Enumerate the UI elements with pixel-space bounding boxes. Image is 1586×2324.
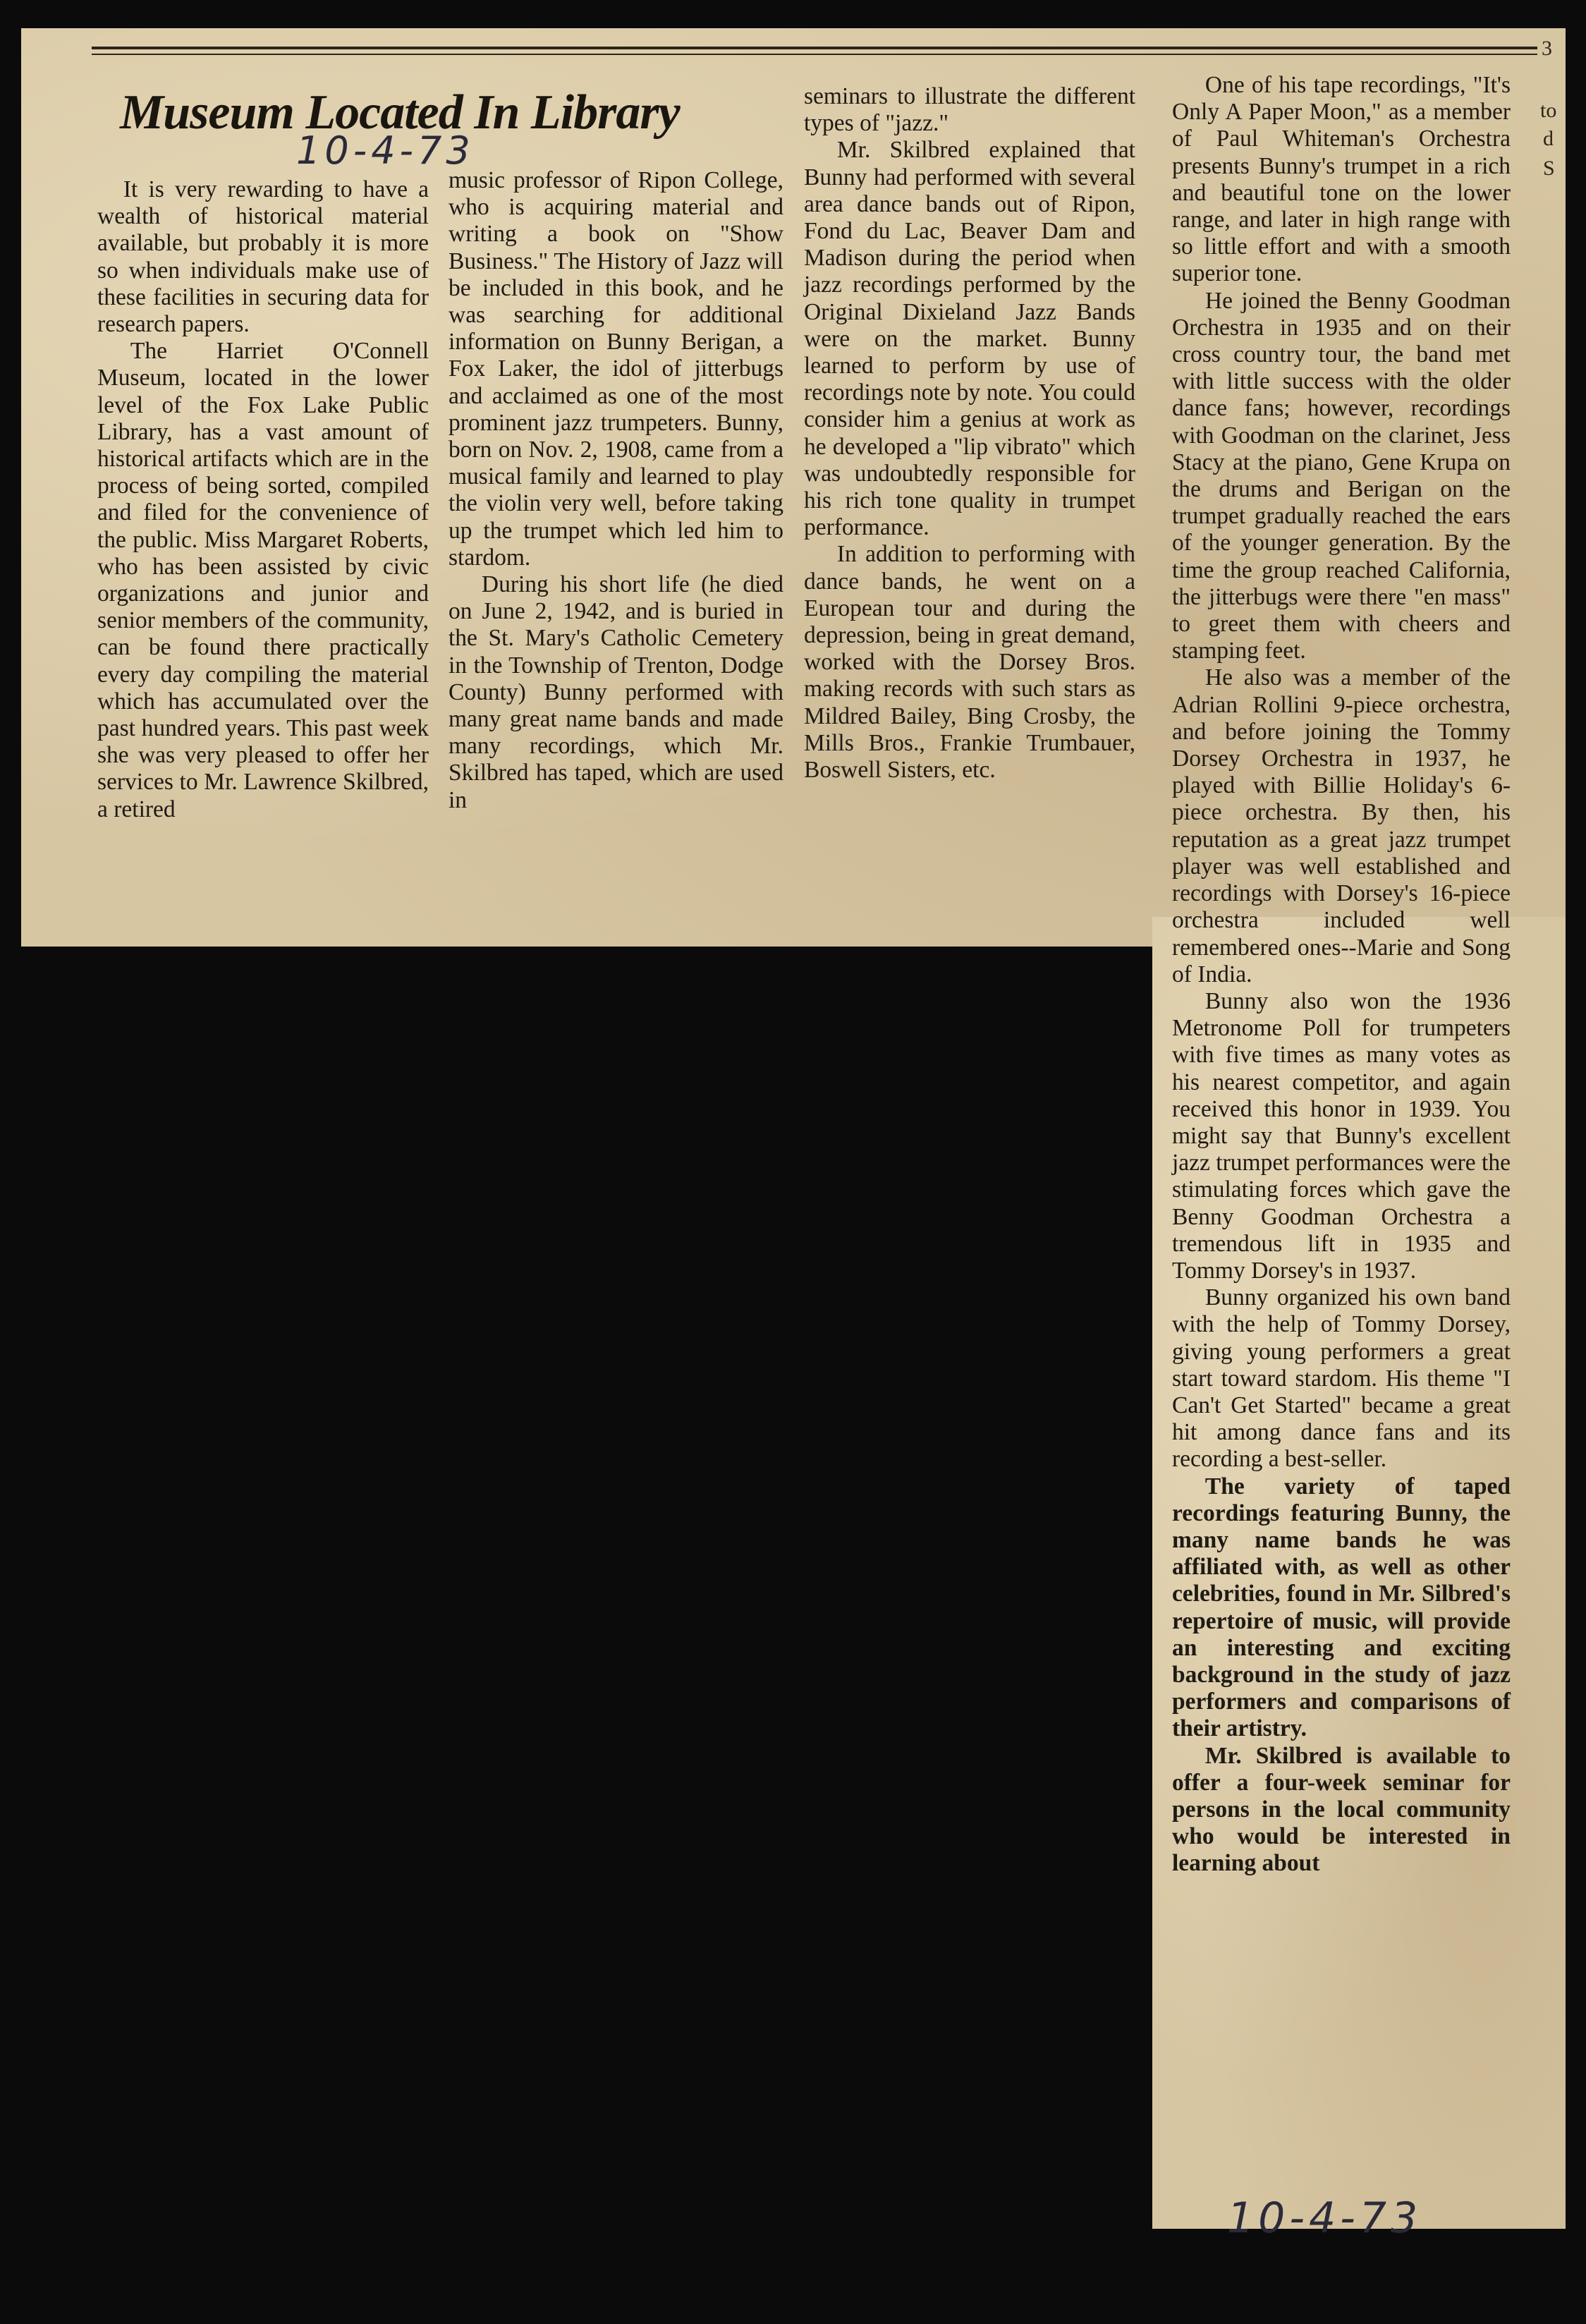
paragraph: music professor of Ripon College, who is acquiring material and writing a book on "Show Business." The History of Jazz will be included in this book, and he was searching for additional information on Bunny Berigan, a Fox Laker, the idol of jitterbugs and acclaimed as one of the most prominent jazz trumpeters. Bunny, born on Nov. 2, 1908, came from a musical family and learned to play the violin very well, before taking up the trumpet which led him to stardom.	[449, 167, 783, 571]
article-column-1	[97, 176, 429, 823]
paragraph: Bunny organized his own band with the help of Tommy Dorsey, giving young performers a great start toward stardom. His theme "I Can't Get Started" became a great hit among dance fans and its recording a best-seller.	[1172, 1284, 1511, 1473]
edge-fragment: S	[1543, 157, 1555, 180]
handwritten-date-top: 10-4-73	[296, 128, 475, 173]
paragraph: The Harriet O'Connell Museum, located in the lower level of the Fox Lake Public Library, has a vast amount of historical artifacts which are in the process of being sorted, compiled and filed for the convenience of the public. Miss Margaret Roberts, who has been assisted by civic organizations and junior and senior members of the community, can be found there practically every day compiling the material which has accumulated over the past hundred years. This past week she was very pleased to offer her services to Mr. Lawrence Skilbred, a retired	[97, 338, 429, 822]
edge-fragment: d	[1543, 127, 1554, 150]
paragraph-bold: The variety of taped recordings featuring Bunny, the many name bands he was affiliated with, as well as other celebrities, found in Mr. Silbred's repertoire of music, will provide an interesting and exciting background in the study of jazz performers and comparisons of their artistry.	[1172, 1473, 1511, 1742]
paragraph-bold: Mr. Skilbred is available to offer a four-week seminar for persons in the local community who would be interested in learning about	[1172, 1742, 1511, 1877]
top-rule-thin	[92, 54, 1537, 55]
paragraph: Bunny also won the 1936 Metronome Poll for trumpeters with five times as many votes as his nearest competitor, and again received this honor in 1939. You might say that Bunny's excellent jazz trumpet performances were the stimulating forces which gave the Benny Goodman Orchestra a tremendous lift in 1935 and Tommy Dorsey's in 1937.	[1172, 987, 1511, 1284]
top-rule	[92, 47, 1537, 49]
edge-fragment: to	[1540, 99, 1557, 122]
paragraph: In addition to performing with dance bands, he went on a European tour and during the depression, being in great demand, worked with the Dorsey Bros. making records with such stars as Mildred Bailey, Bing Crosby, the Mills Bros., Frankie Trumbauer, Boswell Sisters, etc.	[804, 541, 1135, 784]
paragraph: He joined the Benny Goodman Orchestra in 1935 and on their cross country tour, the band met with little success with the older dance fans; however, recordings with Goodman on the clarinet, Jess Stacy at the piano, Gene Krupa on the drums and Berigan on the trumpet gradually reached the ears of the younger generation. By the time the group reached California, the jitterbugs were there "en mass" to greet them with cheers and stamping feet.	[1172, 287, 1511, 664]
handwritten-date-bottom: 10-4-73	[1227, 2194, 1422, 2243]
headline: Museum Located In Library	[120, 85, 680, 140]
article-column-3	[804, 83, 1135, 784]
edge-fragment: 3	[1542, 37, 1552, 60]
paragraph: One of his tape recordings, "It's Only A Paper Moon," as a member of Paul Whiteman's Orchestra presents Bunny's trumpet in a rich and beautiful tone on the lower range, and later in high range with so little effort and with a smooth superior tone.	[1172, 72, 1511, 287]
paragraph: seminars to illustrate the different types of "jazz."	[804, 83, 1135, 137]
paragraph: It is very rewarding to have a wealth of historical material available, but probably it is more so when individuals make use of these facilities in securing data for research papers.	[97, 176, 429, 338]
paragraph: Mr. Skilbred explained that Bunny had performed with several area dance bands out of Ripon, Fond du Lac, Beaver Dam and Madison during the period when jazz recordings performed by the Original Dixieland Jazz Bands were on the market. Bunny learned to perform by use of recordings note by note. You could consider him a genius at work as he developed a "lip vibrato" which was undoubtedly responsible for his rich tone quality in trumpet performance.	[804, 137, 1135, 541]
article-column-2	[449, 167, 783, 814]
article-column-4	[1172, 72, 1511, 1878]
paragraph: He also was a member of the Adrian Rollini 9-piece orchestra, and before joining the Tommy Dorsey Orchestra in 1937, he played with Billie Holiday's 6-piece orchestra. By then, his reputation as a great jazz trumpet player was well established and recordings with Dorsey's 16-piece orchestra included well remembered ones--Marie and Song of India.	[1172, 664, 1511, 987]
paragraph: During his short life (he died on June 2, 1942, and is buried in the St. Mary's Catholic Cemetery in the Township of Trenton, Dodge County) Bunny performed with many great name bands and made many recordings, which Mr. Skilbred has taped, which are used in	[449, 571, 783, 813]
